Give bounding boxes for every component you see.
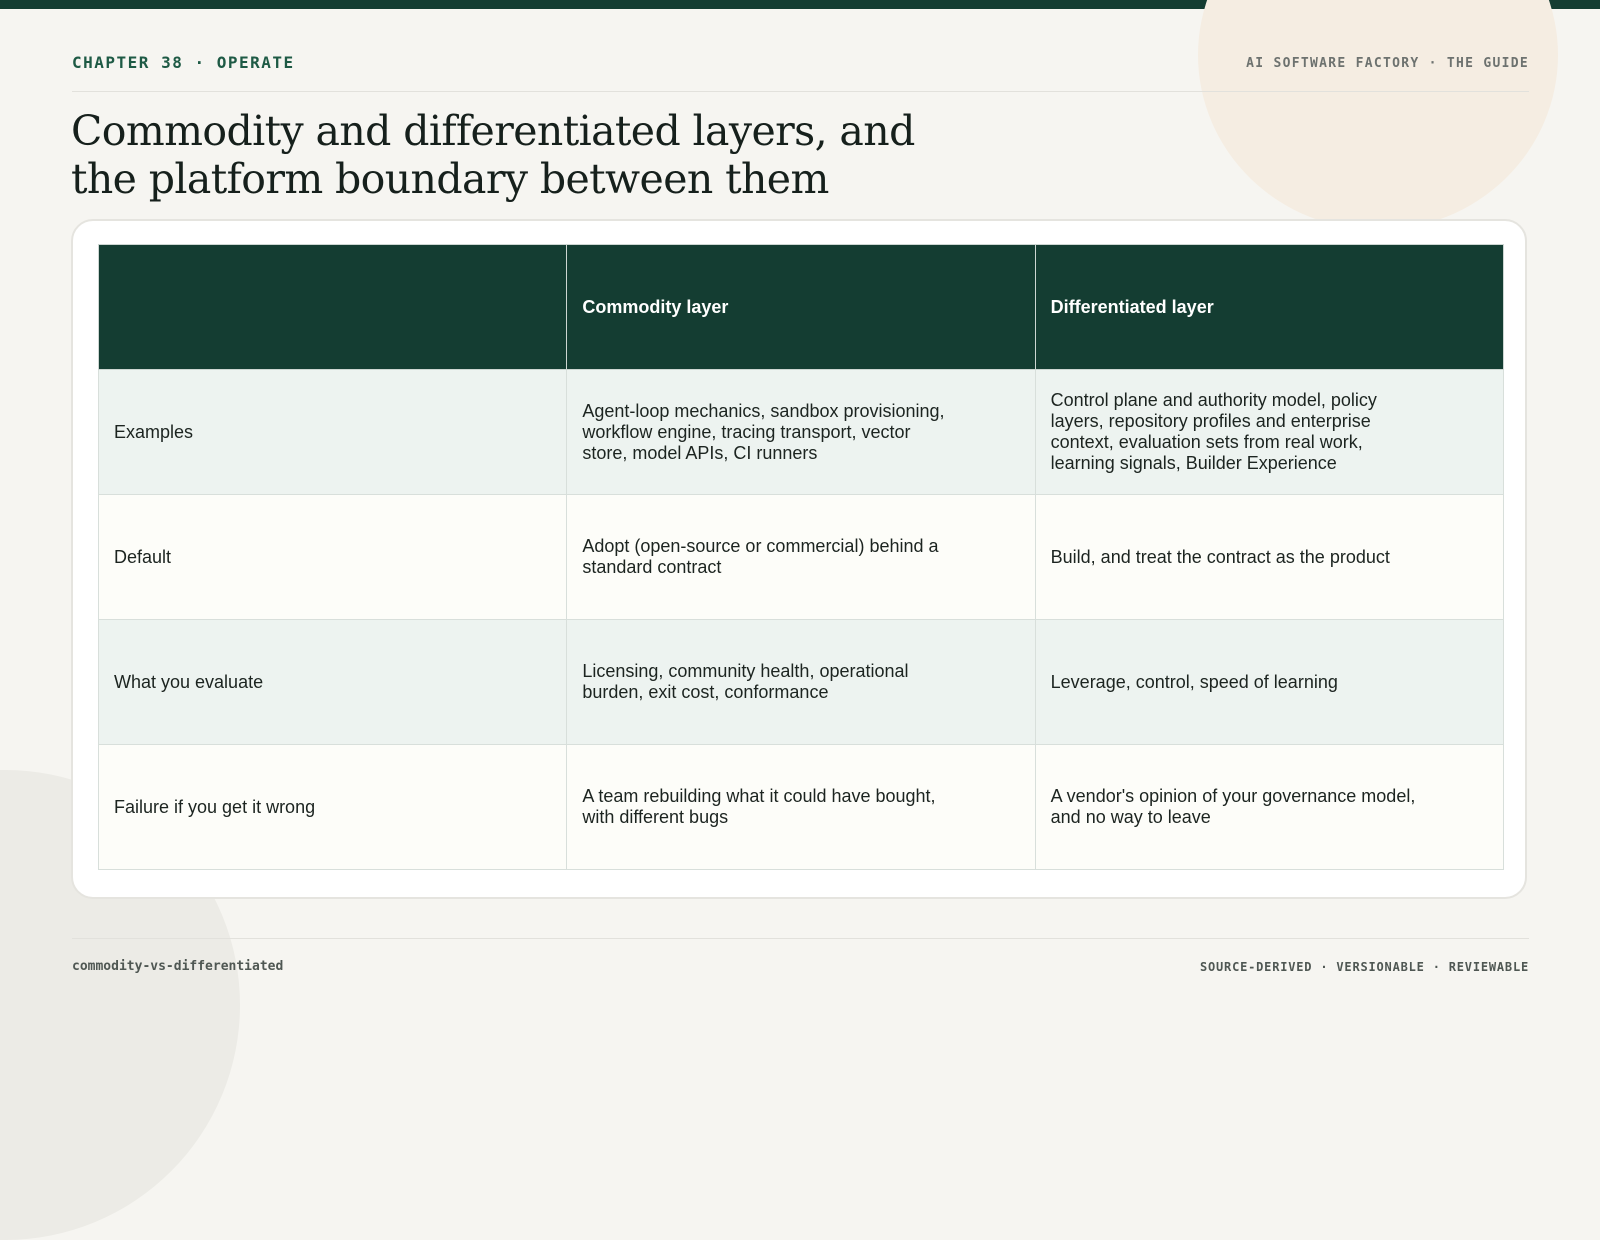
commodity-cell bbox=[567, 620, 1035, 745]
commodity-cell-text: Licensing, community health, operational burden, exit cost, conformance bbox=[582, 661, 909, 702]
commodity-cell bbox=[567, 370, 1035, 495]
column-header-differentiated: Differentiated layer bbox=[1035, 245, 1503, 370]
differentiated-cell bbox=[1035, 620, 1503, 745]
chapter-label: CHAPTER 38 · OPERATE bbox=[72, 53, 295, 72]
row-label-text: Failure if you get it wrong bbox=[114, 796, 316, 817]
footer-tags: SOURCE-DERIVED · VERSIONABLE · REVIEWABLE bbox=[1199, 960, 1529, 974]
table-header-row bbox=[99, 245, 1504, 370]
decorative-circle-top-right bbox=[1198, 0, 1558, 230]
row-label-text: Default bbox=[114, 546, 172, 567]
table-row bbox=[99, 745, 1504, 870]
row-label bbox=[99, 370, 567, 495]
page-slug: commodity-vs-differentiated bbox=[72, 959, 284, 974]
differentiated-cell bbox=[1035, 495, 1503, 620]
column-header-blank bbox=[99, 245, 567, 370]
comparison-table bbox=[98, 244, 1504, 870]
commodity-cell-text: Adopt (open-source or commercial) behind a standard contract bbox=[582, 536, 939, 577]
page-header bbox=[72, 50, 1529, 92]
page-footer bbox=[72, 938, 1529, 979]
row-label bbox=[99, 495, 567, 620]
commodity-cell bbox=[567, 495, 1035, 620]
page-title: Commodity and differentiated layers, and the platform boundary between them bbox=[71, 107, 915, 203]
differentiated-cell bbox=[1035, 745, 1503, 870]
differentiated-cell bbox=[1035, 370, 1503, 495]
differentiated-cell-text: Build, and treat the contract as the product bbox=[1050, 546, 1390, 567]
table-card bbox=[71, 219, 1527, 899]
column-header-commodity: Commodity layer bbox=[567, 245, 1035, 370]
row-label-text: Examples bbox=[114, 421, 194, 442]
differentiated-cell-text: Leverage, control, speed of learning bbox=[1050, 671, 1338, 692]
commodity-cell bbox=[567, 745, 1035, 870]
table-row bbox=[99, 495, 1504, 620]
differentiated-cell-text: Control plane and authority model, policy layers, repository profiles and enterprise context, evaluation sets from real work, learning signals, Builder Experience bbox=[1050, 390, 1377, 473]
table-row bbox=[99, 370, 1504, 495]
brand-label: AI SOFTWARE FACTORY · THE GUIDE bbox=[1246, 56, 1529, 71]
table-row bbox=[99, 620, 1504, 745]
commodity-cell-text: Agent-loop mechanics, sandbox provisioning, workflow engine, tracing transport, vector store, model APIs, CI runners bbox=[582, 400, 945, 463]
commodity-cell-text: A team rebuilding what it could have bought, with different bugs bbox=[582, 786, 936, 827]
differentiated-cell-text: A vendor's opinion of your governance model, and no way to leave bbox=[1050, 786, 1416, 827]
row-label bbox=[99, 745, 567, 870]
row-label-text: What you evaluate bbox=[114, 671, 264, 692]
row-label bbox=[99, 620, 567, 745]
